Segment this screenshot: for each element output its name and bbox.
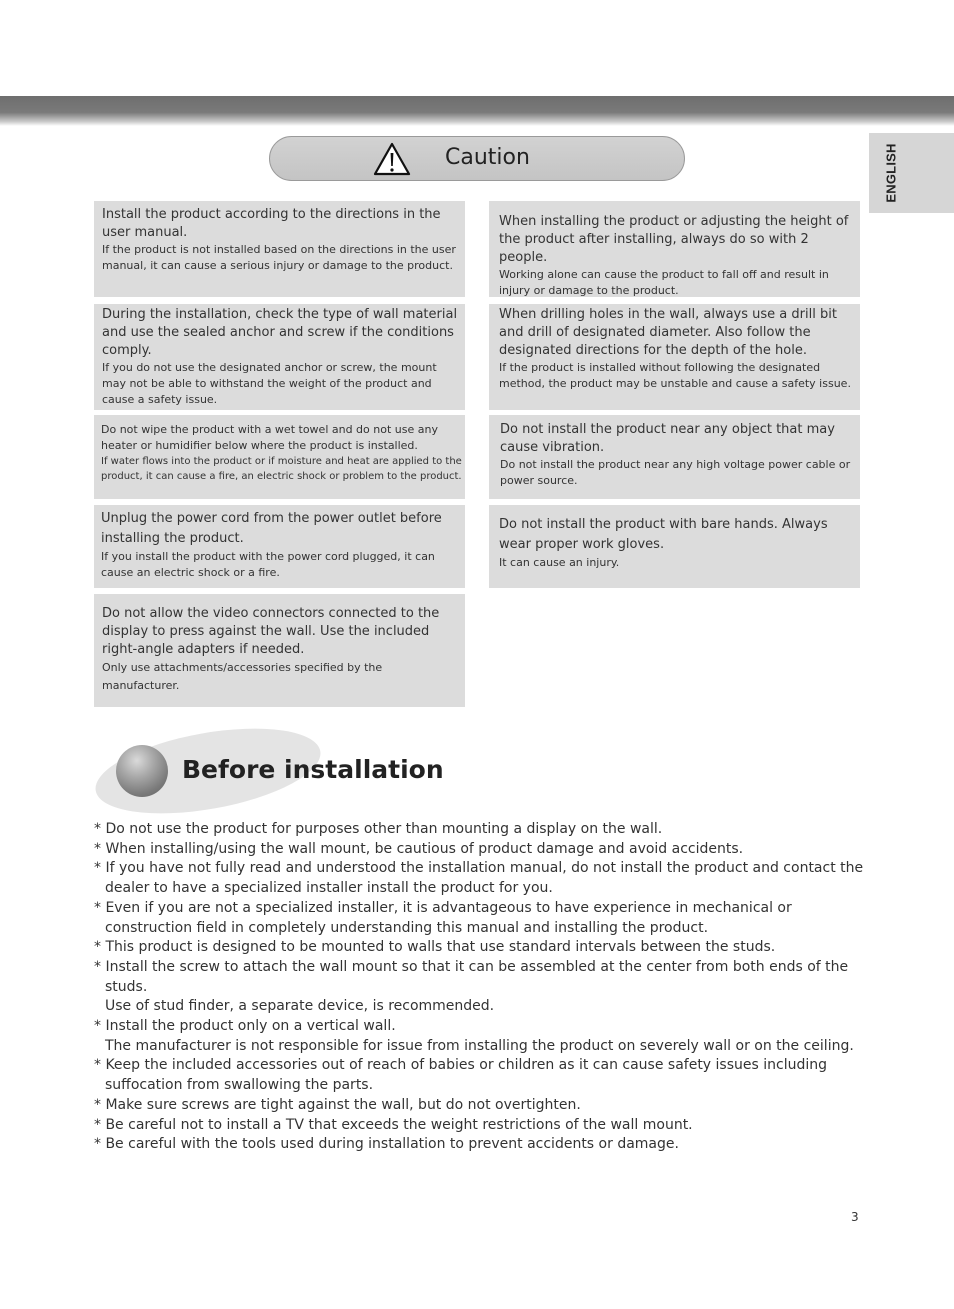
note-text: * Make sure screws are tight against the wall, but do not overtighten. [94, 1096, 581, 1113]
caution-sub-text: If the product is not installed based on the directions in the user manual, it can cause a serious injury or damage to the product. [102, 243, 456, 272]
page-number: 3 [851, 1210, 859, 1224]
caution-sub-text: It can cause an injury. [499, 556, 620, 569]
caution-main-text: Do not wipe the product with a wet towel and do not use any heater or humidifier below where the product is installed. [101, 423, 438, 452]
note-text: * Keep the included accessories out of reach of babies or children as it can cause safety issues including suffocation from swallowing the parts. [94, 1057, 828, 1094]
caution-box-wall-material [94, 304, 465, 410]
caution-sub-text: If you do not use the designated anchor or screw, the mount may not be able to withstand the weight of the product and cause a safety issue. [102, 361, 437, 406]
caution-title: Caution [445, 145, 530, 170]
caution-box-two-people [489, 201, 860, 297]
note-text: * Be careful not to install a TV that exceeds the weight restrictions of the wall mount. [94, 1116, 693, 1133]
list-item [94, 958, 864, 1017]
caution-main-text: Do not install the product near any object that may cause vibration. [500, 422, 835, 455]
installation-notes-list [94, 820, 864, 1155]
note-text: * If you have not fully read and understood the installation manual, do not install the product and contact the dealer to have a specialized installer install the product for you. [94, 860, 864, 897]
caution-main-text: When installing the product or adjusting the height of the product after installing, always do so with 2 people. [499, 214, 849, 265]
list-item [94, 1017, 864, 1056]
section-title: Before installation [182, 755, 444, 784]
caution-sub-text: If you install the product with the power cord plugged, it can cause an electric shock or a fire. [101, 550, 435, 579]
caution-box-wet-towel [94, 415, 465, 499]
list-item [94, 840, 864, 860]
caution-box-drilling [489, 304, 860, 410]
note-text: * Be careful with the tools used during installation to prevent accidents or damage. [94, 1136, 679, 1153]
caution-main-text: Unplug the power cord from the power outlet before installing the product. [101, 511, 442, 546]
warning-triangle-icon [373, 142, 411, 176]
note-text: * Do not use the product for purposes other than mounting a display on the wall. [94, 821, 663, 837]
language-tab-label: ENGLISH [883, 143, 899, 203]
note-text: * Install the screw to attach the wall mount so that it can be assembled at the center from both ends of the studs. [94, 958, 849, 995]
list-item [94, 1096, 864, 1116]
caution-main-text: When drilling holes in the wall, always use a drill bit and drill of designated diameter. Also follow the designated directions for the depth of the hole. [499, 307, 837, 358]
list-item [94, 938, 864, 958]
note-text: * Install the product only on a vertical wall. [94, 1018, 396, 1035]
before-installation-heading [94, 733, 444, 809]
list-item [94, 1056, 864, 1095]
caution-sub-text: If the product is installed without following the designated method, the product may be unstable and cause a safety issue. [499, 361, 851, 390]
list-item [94, 1116, 864, 1136]
list-item [94, 820, 864, 840]
note-continuation: The manufacturer is not responsible for issue from installing the product on severely wall or on the ceiling. [105, 1037, 854, 1054]
caution-box-install-directions [94, 201, 465, 297]
caution-box-video-connectors [94, 594, 465, 707]
caution-sub-text: Only use attachments/accessories specified by the manufacturer. [102, 661, 383, 692]
caution-main-text: Do not allow the video connectors connected to the display to press against the wall. Use the included right-angle adapters if needed. [102, 606, 440, 657]
note-text: * Even if you are not a specialized installer, it is advantageous to have experience in mechanical or construction field in completely understanding this manual and installing the product. [94, 899, 792, 936]
note-text: * This product is designed to be mounted to walls that use standard intervals between the studs. [94, 939, 776, 956]
note-text: * When installing/using the wall mount, be cautious of product damage and avoid accidents. [94, 840, 744, 857]
caution-box-power-cord [94, 505, 465, 588]
caution-main-text: Do not install the product with bare hands. Always wear proper work gloves. [499, 517, 828, 552]
caution-main-text: During the installation, check the type of wall material and use the sealed anchor and screw if the conditions comply. [102, 307, 458, 358]
bullet-sphere-icon [116, 745, 168, 797]
language-tab [869, 133, 954, 213]
note-continuation: Use of stud finder, a separate device, is recommended. [105, 998, 495, 1015]
caution-sub-text: Working alone can cause the product to fall off and result in injury or damage to the product. [499, 268, 829, 297]
caution-sub-text: If water flows into the product or if moisture and heat are applied to the product, it can cause a fire, an electric shock or problem to the product. [101, 456, 462, 482]
list-item [94, 859, 864, 898]
caution-box-vibration [489, 415, 860, 499]
list-item [94, 899, 864, 938]
list-item [94, 1135, 864, 1155]
caution-header [269, 136, 685, 181]
caution-sub-text: Do not install the product near any high voltage power cable or power source. [500, 458, 851, 487]
caution-main-text: Install the product according to the directions in the user manual. [102, 207, 441, 240]
caution-box-gloves [489, 505, 860, 588]
header-band [0, 96, 954, 126]
